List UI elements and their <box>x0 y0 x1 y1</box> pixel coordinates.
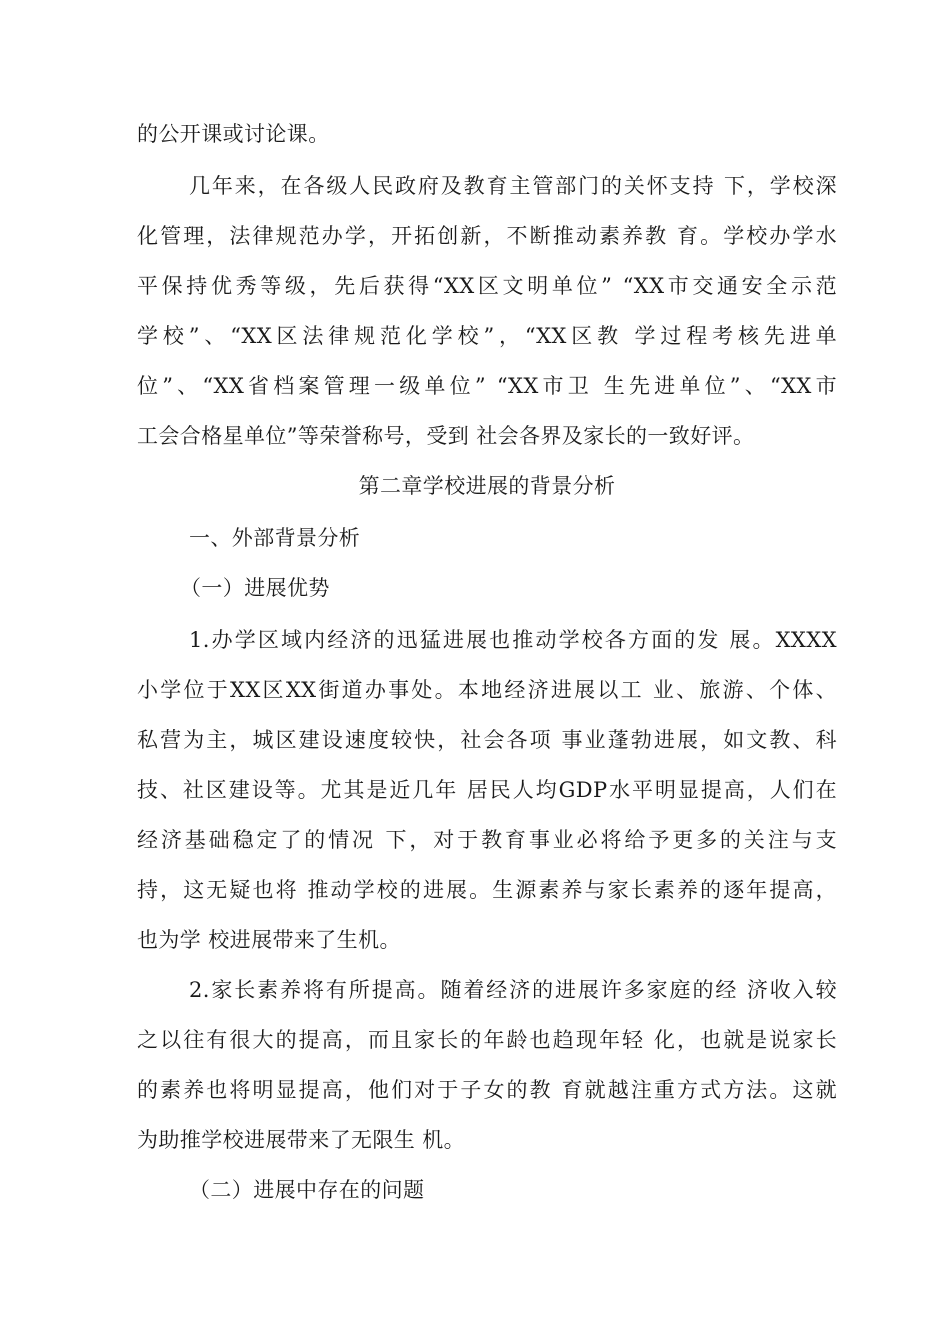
paragraph-line: 工会合格星单位”等荣誉称号，受到 社会各界及家长的一致好评。 <box>137 424 755 448</box>
paragraph-line: 几年来，在各级人民政府及教育主管部门的关怀支持 下，学校深 <box>189 174 837 198</box>
paragraph-line: 位”、“XX省档案管理一级单位” “XX市卫 生先进单位”、“XX市 <box>137 374 837 398</box>
paragraph-line: 的素养也将明显提高，他们对于子女的教 育就越注重方式方法。这就 <box>137 1078 837 1102</box>
paragraph-line: 持，这无疑也将 推动学校的进展。生源素养与家长素养的逐年提高， <box>137 878 837 902</box>
chapter-heading: 第二章学校进展的背景分析 <box>358 474 616 498</box>
paragraph-line: 1.办学区域内经济的迅猛进展也推动学校各方面的发 展。XXXX <box>189 628 837 652</box>
paragraph-line: 也为学 校进展带来了生机。 <box>137 928 401 952</box>
paragraph-line: 经济基础稳定了的情况 下，对于教育事业必将给予更多的关注与支 <box>137 828 837 852</box>
subsection-heading: （二）进展中存在的问题 <box>189 1178 425 1202</box>
paragraph-line: 技、社区建设等。尤其是近几年 居民人均GDP水平明显提高，人们在 <box>137 778 837 802</box>
subsection-heading: （一）进展优势 <box>180 576 330 600</box>
paragraph-line: 小学位于XX区XX街道办事处。本地经济进展以工 业、旅游、个体、 <box>137 678 837 702</box>
paragraph-line: 学校”、“XX区法律规范化学校”，“XX区教 学过程考核先进单 <box>137 324 837 348</box>
section-heading: 一、外部背景分析 <box>189 526 361 550</box>
paragraph-line: 之以往有很大的提高，而且家长的年龄也趋现年轻 化，也就是说家长 <box>137 1028 837 1052</box>
paragraph-line: 为助推学校进展带来了无限生 机。 <box>137 1128 466 1152</box>
paragraph-line: 私营为主，城区建设速度较快，社会各项 事业蓬勃进展，如文教、科 <box>137 728 837 752</box>
paragraph-line: 2.家长素养将有所提高。随着经济的进展许多家庭的经 济收入较 <box>189 978 837 1002</box>
paragraph-line: 的公开课或讨论课。 <box>137 122 330 146</box>
paragraph-line: 平保持优秀等级，先后获得“XX区文明单位” “XX市交通安全示范 <box>137 274 837 298</box>
paragraph-line: 化管理，法律规范办学，开拓创新，不断推动素养教 育。学校办学水 <box>137 224 837 248</box>
